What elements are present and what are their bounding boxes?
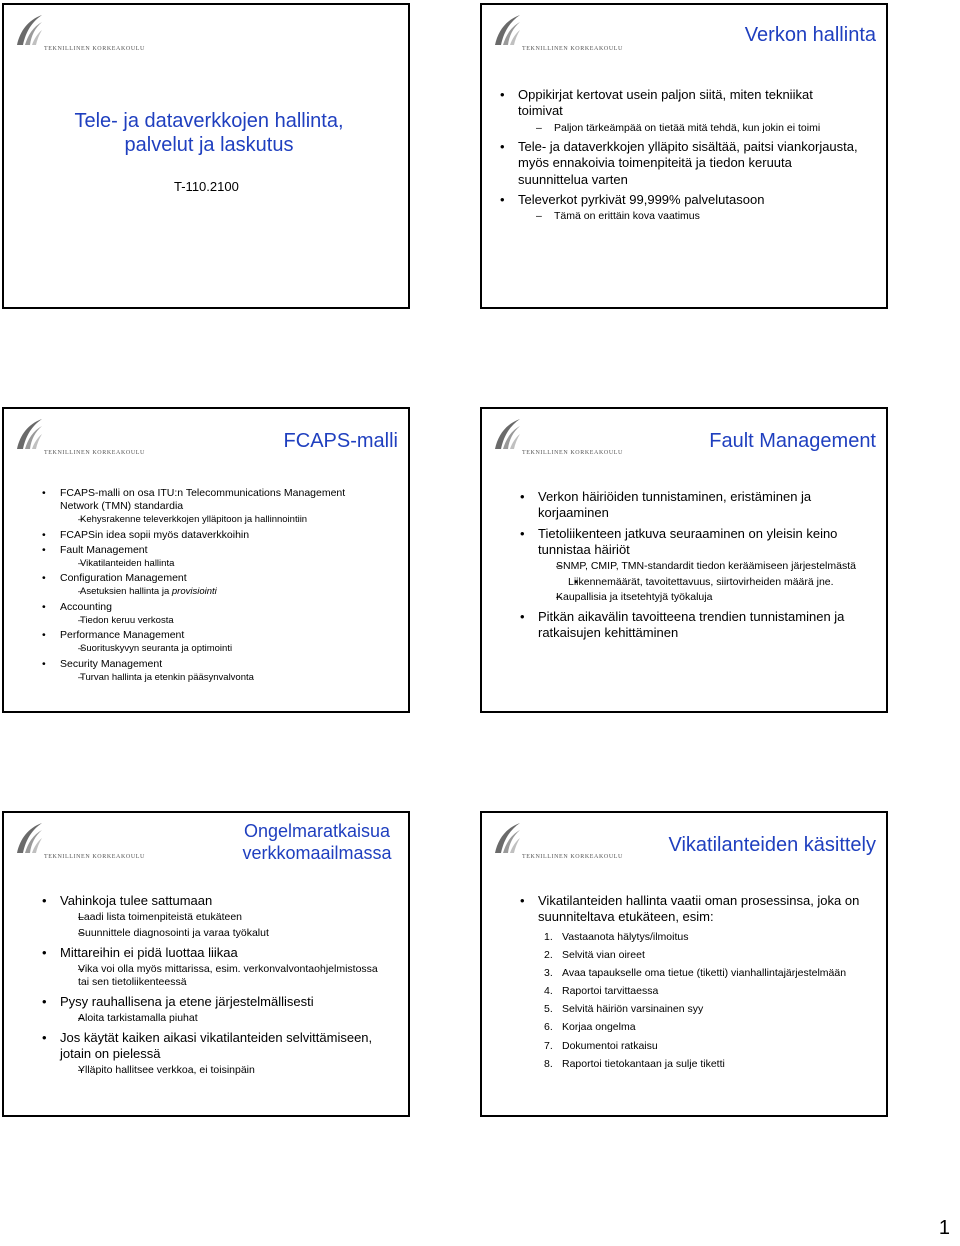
sub-bullet: – Vika voi olla myös mittarissa, esim. verkonvalvontaohjelmistossa tai sen tietoliikenteessä: [42, 963, 384, 990]
bullet: • Pitkän aikavälin tavoitteena trendien tunnistaminen ja ratkaisujen kehittäminen: [520, 609, 860, 642]
logo-text: TEKNILLINEN KORKEAKOULU: [522, 854, 623, 860]
slide-2: [480, 3, 888, 309]
logo-text: TEKNILLINEN KORKEAKOULU: [44, 854, 145, 860]
step-text: Dokumentoi ratkaisu: [562, 1039, 658, 1052]
slide-6: [480, 811, 888, 1117]
bullet: • FCAPSin idea sopii myös dataverkkoihin: [42, 529, 378, 542]
sub-bullet: – Tiedon keruu verkosta: [42, 615, 378, 627]
logo-text: TEKNILLINEN KORKEAKOULU: [44, 450, 145, 456]
ordered-item: [544, 1057, 866, 1071]
slide-3-content: [42, 485, 378, 684]
bullet: • Jos käytät kaiken aikasi vikatilanteiden selvittämiseen, jotain on pielessä: [42, 1030, 384, 1063]
tkk-logo: [14, 13, 154, 59]
ordered-item: [544, 930, 866, 944]
sub-bullet: – Laadi lista toimenpiteistä etukäteen: [42, 911, 384, 925]
step-number: 4.: [544, 985, 553, 998]
step-number: 8.: [544, 1057, 553, 1070]
step-number: 1.: [544, 930, 553, 943]
step-number: 2.: [544, 948, 553, 961]
slide-1-title: Tele- ja dataverkkojen hallinta, palvelut ja laskutus: [74, 110, 344, 156]
slide-1: [2, 3, 410, 309]
bullet: • Configuration Management: [42, 572, 378, 585]
tkk-logo: [14, 417, 154, 463]
slide-6-title: Vikatilanteiden käsittely: [668, 834, 876, 856]
tkk-logo-icon: [492, 417, 522, 451]
bullet: • Performance Management: [42, 629, 378, 642]
sub-bullet: – Vikatilanteiden hallinta: [42, 558, 378, 570]
bullet: • Vahinkoja tulee sattumaan: [42, 893, 384, 909]
bullet: • Mittareihin ei pidä luottaa liikaa: [42, 945, 384, 961]
slide-2-content: [500, 83, 860, 224]
course-code: T-110.2100: [174, 179, 239, 194]
ordered-item: [544, 1020, 866, 1034]
slide-4-content: [520, 485, 860, 641]
sub-bullet: – SNMP, CMIP, TMN-standardit tiedon keräämiseen järjestelmästä: [520, 560, 860, 574]
bullet: • Pysy rauhallisena ja etene järjestelmällisesti: [42, 994, 384, 1010]
step-number: 3.: [544, 966, 553, 979]
bullet: • Tele- ja dataverkkojen ylläpito sisältää, paitsi viankorjausta, myös ennakoivia toimenpiteitä ja tiedon keruuta suunnittelua varten: [500, 139, 860, 188]
bullet: • Verkon häiriöiden tunnistaminen, eristäminen ja korjaaminen: [520, 489, 860, 522]
bullet: • Oppikirjat kertovat usein paljon siitä, miten tekniikat toimivat: [500, 87, 860, 120]
ordered-item: [544, 984, 866, 998]
provisioning-italic: provisiointi: [171, 586, 217, 598]
slide-5-title: Ongelmaratkaisua verkkomaailmassa: [242, 821, 392, 863]
ordered-item: [544, 948, 866, 962]
step-number: 7.: [544, 1039, 553, 1052]
step-text: Raportoi tarvittaessa: [562, 985, 659, 998]
step-number: 5.: [544, 1003, 553, 1016]
step-text: Selvitä häiriön varsinainen syy: [562, 1003, 704, 1016]
slide-4: [480, 407, 888, 713]
logo-text: TEKNILLINEN KORKEAKOULU: [522, 450, 623, 456]
slide-3: [2, 407, 410, 713]
bullet: • Tietoliikenteen jatkuva seuraaminen on yleisin keino tunnistaa häiriöt: [520, 526, 860, 559]
logo-text: TEKNILLINEN KORKEAKOULU: [44, 46, 145, 52]
bullet: • Security Management: [42, 658, 378, 671]
slide-5: [2, 811, 410, 1117]
step-text: Raportoi tietokantaan ja sulje tiketti: [562, 1057, 725, 1070]
provisioning-text: Asetuksien hallinta ja: [80, 586, 172, 598]
sub-bullet: – Tämä on erittäin kova vaatimus: [500, 210, 860, 224]
sub-bullet: – Suunnittele diagnosointi ja varaa työkalut: [42, 927, 384, 941]
logo-text: TEKNILLINEN KORKEAKOULU: [522, 46, 623, 52]
bullet: • Televerkot pyrkivät 99,999% palvelutasoon: [500, 192, 860, 208]
page-number: 1: [938, 1217, 950, 1239]
tkk-logo-icon: [492, 821, 522, 855]
slide-4-title: Fault Management: [709, 430, 876, 452]
sub-bullet: – Ylläpito hallitsee verkkoa, ei toisinpäin: [42, 1064, 384, 1078]
sub-bullet: – Kaupallisia ja itsetehtyjä työkaluja: [520, 591, 860, 605]
tkk-logo: [492, 13, 632, 59]
bullet: • FCAPS-malli on osa ITU:n Telecommunications Management Network (TMN) standardia: [42, 487, 378, 513]
slide-3-title: FCAPS-malli: [283, 430, 398, 452]
slide-5-content: [42, 889, 384, 1078]
tkk-logo-icon: [14, 417, 44, 451]
slide-2-title: Verkon hallinta: [744, 24, 876, 46]
sub-sub-bullet: • Liikennemäärät, tavoitettavuus, siirtovirheiden määrä jne.: [520, 576, 860, 590]
step-text: Korjaa ongelma: [562, 1021, 636, 1034]
tkk-logo-icon: [14, 821, 44, 855]
sub-bullet: – Turvan hallinta ja etenkin pääsynvalvonta: [42, 672, 378, 684]
sub-bullet: [42, 586, 378, 598]
step-number: 6.: [544, 1021, 553, 1034]
step-text: Avaa tapaukselle oma tietue (tiketti) vianhallintajärjestelmään: [562, 966, 847, 979]
tkk-logo: [492, 821, 632, 867]
sub-bullet: – Suorituskyvyn seuranta ja optimointi: [42, 643, 378, 655]
bullet: • Accounting: [42, 601, 378, 614]
ordered-item: [544, 1039, 866, 1053]
ordered-item: [544, 1002, 866, 1016]
tkk-logo: [492, 417, 632, 463]
sub-bullet: – Paljon tärkeämpää on tietää mitä tehdä, kun jokin ei toimi: [500, 122, 860, 136]
step-text: Vastaanota hälytys/ilmoitus: [562, 930, 689, 943]
bullet: • Fault Management: [42, 544, 378, 557]
tkk-logo-icon: [14, 13, 44, 47]
sub-bullet: – Aloita tarkistamalla piuhat: [42, 1012, 384, 1026]
tkk-logo-icon: [492, 13, 522, 47]
tkk-logo: [14, 821, 154, 867]
sub-bullet: – Kehysrakenne televerkkojen ylläpitoon ja hallinnointiin: [42, 514, 378, 526]
ordered-item: [544, 966, 866, 980]
bullet: • Vikatilanteiden hallinta vaatii oman prosessinsa, joka on suunniteltava etukäteen, esim:: [520, 893, 866, 926]
step-text: Selvitä vian oireet: [562, 948, 645, 961]
slide-6-content: [520, 889, 866, 1071]
